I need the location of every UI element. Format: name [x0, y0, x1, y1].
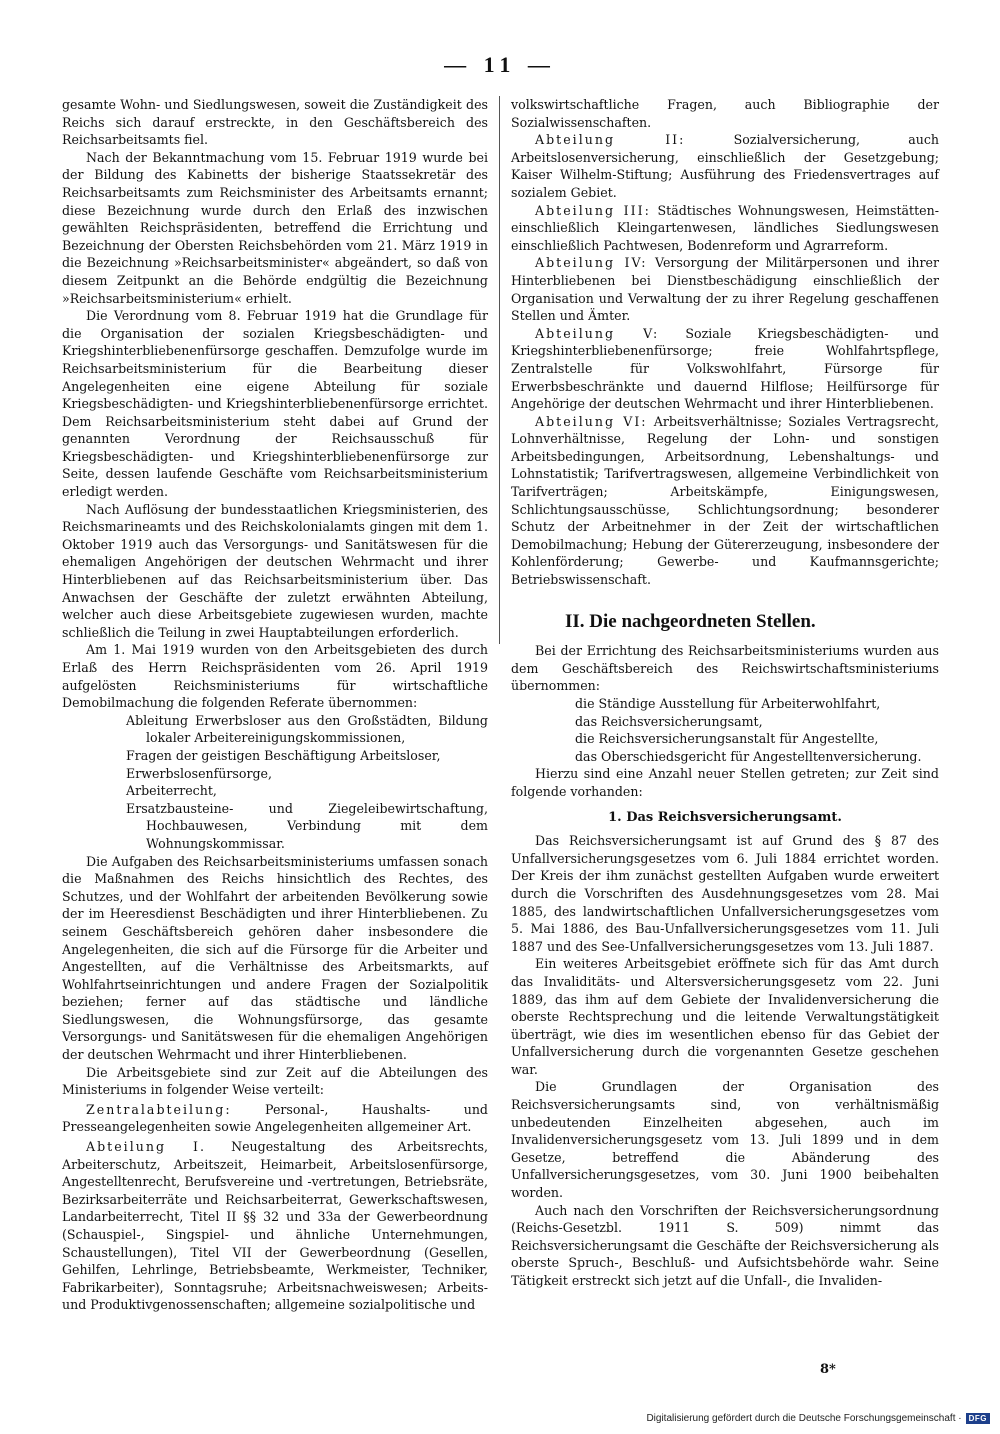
paragraph: Ein weiteres Arbeitsgebiet eröffnete sich für das Amt durch das Invaliditäts- und Altersversicherungsgesetz vom 22. Juni 1889, das ihm auf dem Gebiete der Invalidenversicherung die oberste Rechtsprechung und die leitende Verwaltungstätigkeit überträgt, wie dies im wesentlichen ebenso für das Gebiet der Unfallversicherung durch die vorgenannten Gesetze geschehen war.: [511, 956, 939, 1077]
list-item: Ersatzbausteine- und Ziegeleibewirtschaftung, Hochbauwesen, Verbindung mit dem Wohnungskommissar.: [126, 800, 488, 851]
paragraph: Am 1. Mai 1919 wurden von den Arbeitsgebieten des durch Erlaß des Herrn Reichspräsidenten vom 26. April 1919 aufgelösten Reichsministeriums für wirtschaftliche Demobilmachung die folgenden Referate übernommen:: [62, 642, 488, 711]
division-text: Sozialversicherung, auch Arbeitslosenversicherung, einschließlich der Gesetzgebung; Kaiser Wilhelm-Stiftung; Ausführung des Friedensvertrages auf sozialem Gebiet.: [511, 132, 939, 200]
division-text: Neugestaltung des Arbeitsrechts, Arbeiterschutz, Arbeitszeit, Heimarbeit, Arbeitslosenfürsorge, Angestelltenrecht, Berufsvereine und -vertretungen, Betriebsräte, Bezirksarbeiterräte und Reichsarbeiterrat, Gewerkschaftswesen, Landarbeiterrecht, Titel II §§ 32 und 33a der Gewerbeordnung (Schauspiel-, Singspiel- und ähnliche Unternehmungen, Schaustellungen), Titel VII der Gewerbeordnung (Gesellen, Gehilfen, Lehrlinge, Betriebsbeamte, Werkmeister, Techniker, Fabrikarbeiter), Sonntagsruhe; Arbeitsnachweiswesen; Arbeits- und Produktivgenossenschaften; allgemeine sozialpolitische und: [62, 1139, 488, 1313]
division-label: Abteilung IV:: [535, 255, 648, 271]
paragraph: Die Arbeitsgebiete sind zur Zeit auf die Abteilungen des Ministeriums in folgender Weise verteilt:: [62, 1064, 488, 1098]
paragraph: [511, 254, 939, 324]
paragraph: Die Verordnung vom 8. Februar 1919 hat die Grundlage für die Organisation der sozialen Kriegsbeschädigten- und Kriegshinterbliebenenfürsorge geschaffen. Demzufolge wurde im Reichsarbeitsministerium für die Bearbeitung dieser Angelegenheiten eine eigene Abteilung für soziale Kriegsbeschädigten- und Kriegshinterbliebenenfürsorge errichtet. Dem Reichsarbeitsministerium steht dabei auf Grund der genannten Verordnung der Reichsausschuß für Kriegsbeschädigten- und Kriegshinterbliebenenfürsorge zur Seite, dessen laufende Geschäfte vom Reichsarbeitsministerium erledigt werden.: [62, 308, 488, 500]
transferred-units-list: [62, 712, 488, 853]
adopted-offices-list: [511, 695, 939, 765]
paragraph: [511, 413, 939, 589]
list-item: Erwerbslosenfürsorge,: [126, 765, 273, 781]
list-item: Fragen der geistigen Beschäftigung Arbeitsloser,: [126, 747, 441, 763]
paragraph: gesamte Wohn- und Siedlungswesen, soweit die Zuständigkeit des Reichs sich darauf erstreckte, in den Geschäftsbereich des Reichsarbeitsamts fiel.: [62, 97, 488, 148]
division-label: Abteilung I.: [86, 1139, 207, 1155]
paragraph: Die Aufgaben des Reichsarbeitsministeriums umfassen sonach die Maßnahmen des Reichs hinsichtlich des Rechtes, des Schutzes, und der Wohlfahrt der arbeitenden Bevölkerung sowie der im Heeresdienst Beschädigten und ihrer Hinterbliebenen. Zu seinem Geschäftsbereich gehören daher insbesondere die Angelegenheiten, die sich auf die Fürsorge für die Arbeiter und Angestellten, auf die Verhältnisse des Arbeitsmarkts, auf Wohlfahrtseinrichtungen und andere Fragen der Sozialpolitik beziehen; ferner auf das städtische und ländliche Siedlungswesen, die Wohnungsfürsorge, das gesamte Versorgungs- und Sanitätswesen für die ehemaligen Angehörigen der deutschen Wehrmacht und ihrer Hinterbliebenen.: [62, 853, 488, 1063]
division-label: Abteilung II:: [535, 132, 686, 148]
paragraph: [62, 1101, 488, 1136]
column-divider: [499, 96, 500, 644]
footer-text: Digitalisierung gefördert durch die Deutsche Forschungsgemeinschaft ·: [646, 1413, 962, 1424]
division-label: Abteilung VI:: [535, 413, 648, 429]
paragraph: Die Grundlagen der Organisation des Reichsversicherungsamts sind, von verhältnismäßig unbedeutenden Einzelheiten abgesehen, auch im Invalidenversicherungsgesetz vom 13. Juli 1899 und in dem Gesetze, betreffend die Abänderung des Unfallversicherungsgesetzes, vom 30. Juni 1900 beibehalten worden.: [511, 1079, 939, 1201]
division-text: Städtisches Wohnungswesen, Heimstätten- einschließlich Kleingartenwesen, ländliches Siedlungswesen einschließlich Pachtwesen, Bodenreform und Agrarreform.: [511, 202, 939, 253]
paragraph: Nach der Bekanntmachung vom 15. Februar 1919 wurde bei der Bildung des Kabinetts der bisherige Staatssekretär des Reichsarbeitsamts zum Reichsminister des Arbeitsamts ernannt; diese Bezeichnung wurde durch den Erlaß des inzwischen gewählten Reichspräsidenten, betreffend die Errichtung und Bezeichnung der Obersten Reichsbehörden vom 21. März 1919 in die Bezeichnung »Reichsarbeitsminister« abgeändert, so daß von diesem Zeitpunkt an die Behörde endgültig die Bezeichnung »Reichsarbeitsministerium« erhielt.: [62, 149, 488, 306]
division-label: Zentralabteilung:: [86, 1101, 232, 1117]
paragraph: Bei der Errichtung des Reichsarbeitsministeriums wurden aus dem Geschäftsbereich des Reichswirtschaftsministeriums übernommen:: [511, 643, 939, 694]
list-item: Ableitung Erwerbsloser aus den Großstädten, Bildung lokaler Arbeitereinigungskommissionen,: [126, 712, 488, 746]
signature-mark: 8*: [820, 1362, 836, 1377]
list-item: die Ständige Ausstellung für Arbeiterwohlfahrt,: [575, 696, 881, 711]
paragraph: Das Reichsversicherungsamt ist auf Grund des § 87 des Unfallversicherungsgesetzes vom 6. Juli 1884 errichtet worden. Der Kreis der ihm zunächst gestellten Aufgaben wurde erweitert durch die Vorschriften des Ausdehnungsgesetzes vom 28. Mai 1885, des landwirtschaftlichen Unfallversicherungsgesetzes vom 5. Mai 1886, des Bau-Unfallversicherungsgesetzes vom 11. Juli 1887 und des See-Unfallversicherungsgesetzes vom 13. Juli 1887.: [511, 833, 939, 954]
dfg-logo-icon: DFG: [966, 1413, 990, 1424]
paragraph: volkswirtschaftliche Fragen, auch Bibliographie der Sozialwissenschaften.: [511, 97, 939, 130]
paragraph: [511, 202, 939, 255]
subsection-heading: 1. Das Reichsversicherungsamt.: [608, 809, 842, 825]
paragraph: Nach Auflösung der bundesstaatlichen Kriegsministerien, des Reichsmarineamts und des Reichskolonialamts gingen mit dem 1. Oktober 1919 auch das Versorgungs- und Sanitätswesen für die ehemaligen Angehörigen der deutschen Wehrmacht und ihrer Hinterbliebenen auf das Reichsarbeitsministerium über. Das Anwachsen der Geschäfte der zuletzt erwähnten Abteilung, welcher auch diese Arbeitsgebiete zugewiesen wurden, machte schließlich die Teilung in zwei Hauptabteilungen erforderlich.: [62, 501, 488, 640]
division-label: Abteilung V:: [535, 325, 660, 341]
division-text: Personal-, Haushalts- und Presseangelegenheiten sowie Angelegenheiten allgemeiner Art.: [62, 1101, 488, 1135]
left-column: [62, 96, 488, 1314]
page-number: — 11 —: [444, 52, 556, 77]
footer: [646, 1413, 990, 1424]
division-text: Arbeitsverhältnisse; Soziales Vertragsrecht, Lohnverhältnisse, Regelung der Lohn- und sonstigen Arbeitsbedingungen, Arbeitsordnung, Lebenshaltungs- und Lohnstatistik; Tarifvertragswesen, allgemeine Verbindlichkeit von Tarifverträgen; Arbeitskämpfe, Einigungswesen, Schlichtungsausschüsse, Schlichtungsordnung; besonderer Schutz der Arbeitnehmer in der Zeit der wirtschaftlichen Demobilmachung; Hebung der Gütererzeugung, insbesondere der Kohlenförderung; Gewerbe- und Kaufmannsgerichte; Betriebswissenschaft.: [511, 413, 939, 588]
paragraph: [62, 1138, 488, 1314]
paragraph: Auch nach den Vorschriften der Reichsversicherungsordnung (Reichs-Gesetzbl. 1911 S. 509) nimmt das Reichsversicherungsamt die Geschäfte der Reichsversicherung als oberste Spruch-, Beschluß- und Aufsichtsbehörde wahr. Seine Tätigkeit erstreckt sich jetzt auf die Unfall-, die Invaliden-: [511, 1202, 939, 1288]
division-text: Versorgung der Militärpersonen und ihrer Hinterbliebenen bei Dienstbeschädigung einschließlich der Organisation und Verwaltung der zu ihrer Regelung geschaffenen Stellen und Ämter.: [511, 255, 939, 324]
paragraph: Hierzu sind eine Anzahl neuer Stellen getreten; zur Zeit sind folgende vorhanden:: [511, 766, 939, 799]
division-text: Soziale Kriegsbeschädigten- und Kriegshinterbliebenenfürsorge; freie Wohlfahrtspflege, Zentralstelle für Volkswohlfahrt, Fürsorge für Erwerbsbeschränkte und dauernd Hilflose; Heilfürsorge für Angehörige der deutschen Wehrmacht und ihrer Hinterbliebenen.: [511, 325, 939, 412]
list-item: die Reichsversicherungsanstalt für Angestellte,: [575, 731, 879, 747]
section-heading: II. Die nachgeordneten Stellen.: [565, 610, 816, 632]
list-item: Arbeiterrecht,: [126, 783, 217, 799]
division-label: Abteilung III:: [535, 202, 651, 218]
paragraph: [511, 325, 939, 413]
paragraph: [511, 131, 939, 201]
right-column: [511, 96, 939, 1290]
list-item: das Reichsversicherungsamt,: [575, 713, 763, 729]
list-item: das Oberschiedsgericht für Angestelltenversicherung.: [575, 748, 922, 764]
